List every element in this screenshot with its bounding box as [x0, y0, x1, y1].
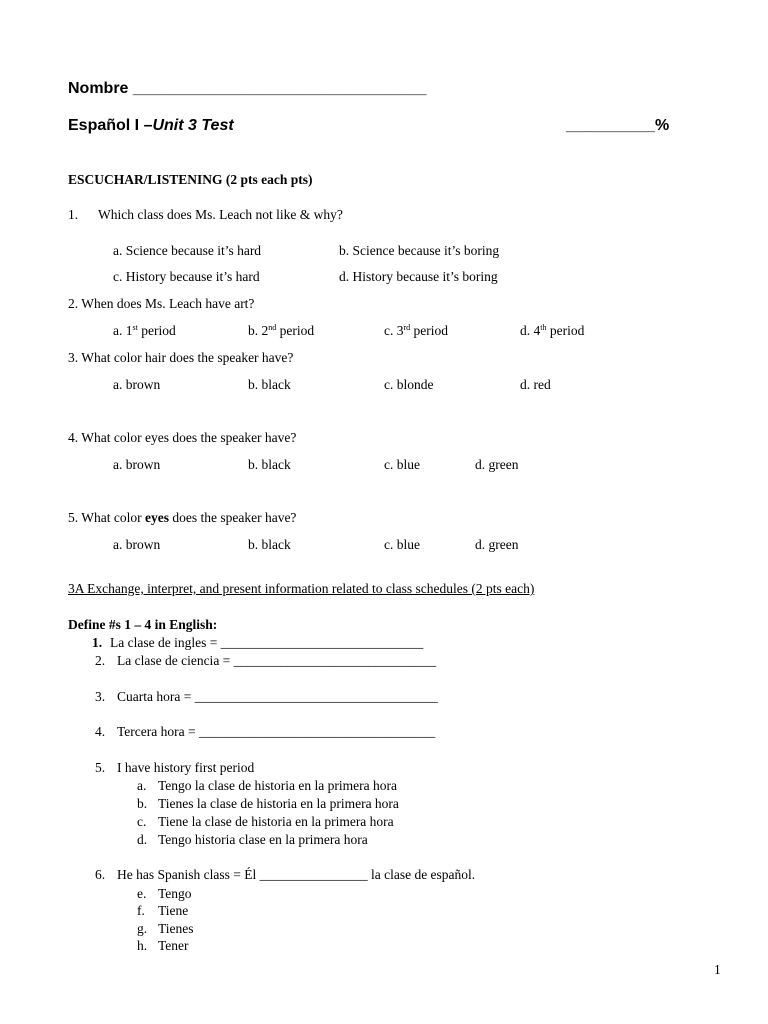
unit-test-label: Unit 3 Test — [152, 117, 234, 134]
listening-q5-option-a: a. brown — [113, 537, 161, 552]
define-item-1-text: La clase de ingles = ______________________________ — [110, 635, 424, 650]
course-label: Español I – — [68, 117, 153, 134]
name-blank: _________________________________ — [132, 80, 427, 97]
listening-q3-option-b: b. black — [248, 377, 291, 392]
define-item-4-number: 4. — [95, 724, 106, 739]
q6-option-e: Tengo — [158, 886, 192, 901]
q5-option-b: Tienes la clase de historia en la primera hora — [158, 796, 399, 811]
q5-number: 5. — [95, 760, 106, 775]
page-number: 1 — [714, 962, 721, 977]
define-item-1-number: 1. — [92, 635, 103, 650]
listening-q5-option-b: b. black — [248, 537, 291, 552]
q5-option-a-letter: a. — [137, 778, 147, 793]
listening-q2-text: 2. When does Ms. Leach have art? — [68, 296, 255, 311]
q6-option-f: Tiene — [158, 903, 189, 918]
listening-q3-text: 3. What color hair does the speaker have? — [68, 350, 294, 365]
q6-number: 6. — [95, 867, 106, 882]
score-line — [566, 117, 669, 135]
listening-q2-option-c: c. 3rd period — [384, 323, 449, 338]
q6-text: He has Spanish class = Él ________________ la clase de español. — [117, 867, 476, 882]
listening-q4-option-c: c. blue — [384, 457, 420, 472]
listening-q3-option-a: a. brown — [113, 377, 161, 392]
q6-option-e-letter: e. — [137, 886, 147, 901]
listening-q4-option-b: b. black — [248, 457, 291, 472]
percent-sign: % — [654, 117, 670, 134]
listening-q2-option-b: b. 2nd period — [248, 323, 315, 338]
define-item-2-number: 2. — [95, 653, 106, 668]
q5-option-c: Tiene la clase de historia en la primera hora — [158, 814, 394, 829]
define-item-3-text: Cuarta hora = ____________________________________ — [117, 689, 438, 704]
listening-q2-option-d: d. 4th period — [520, 323, 585, 338]
q5-option-b-letter: b. — [137, 796, 148, 811]
listening-q4-text: 4. What color eyes does the speaker have? — [68, 430, 297, 445]
listening-q3-option-c: c. blonde — [384, 377, 434, 392]
name-label: Nombre — [68, 80, 129, 97]
emphasis-eyes: eyes — [144, 510, 169, 525]
q6-option-g: Tienes — [158, 921, 194, 936]
listening-q1-text: Which class does Ms. Leach not like & why? — [98, 207, 343, 222]
define-item-3-number: 3. — [95, 689, 106, 704]
q6-option-f-letter: f. — [137, 903, 145, 918]
listening-q1-option-a: a. Science because it’s hard — [113, 243, 262, 258]
q5-option-a: Tengo la clase de historia en la primera hora — [158, 778, 397, 793]
listening-q4-option-a: a. brown — [113, 457, 161, 472]
q5-text: I have history first period — [117, 760, 255, 775]
section-3a-heading: 3A Exchange, interpret, and present information related to class schedules (2 pts each) — [68, 581, 535, 596]
listening-q1-number: 1. — [68, 207, 79, 222]
define-item-2-text: La clase de ciencia = ______________________________ — [117, 653, 437, 668]
test-title — [68, 117, 234, 135]
q5-option-d-letter: d. — [137, 832, 148, 847]
listening-q4-option-d: d. green — [475, 457, 519, 472]
listening-q3-option-d: d. red — [520, 377, 551, 392]
q5-option-d: Tengo historia clase en la primera hora — [158, 832, 368, 847]
listening-q1-option-b: b. Science because it’s boring — [339, 243, 500, 258]
score-blank: __________ — [566, 117, 655, 134]
listening-heading: ESCUCHAR/LISTENING (2 pts each pts) — [68, 172, 313, 187]
listening-q2-option-a: a. 1st period — [113, 323, 176, 338]
listening-q5-text: 5. What color eyes does the speaker have? — [68, 510, 297, 525]
q6-option-h-letter: h. — [137, 938, 148, 953]
define-item-4-text: Tercera hora = ___________________________________ — [117, 724, 436, 739]
listening-q5-option-c: c. blue — [384, 537, 420, 552]
define-heading: Define #s 1 – 4 in English: — [68, 617, 218, 632]
listening-q1-option-d: d. History because it’s boring — [339, 269, 498, 284]
q6-option-g-letter: g. — [137, 921, 148, 936]
q6-option-h: Tener — [158, 938, 189, 953]
q5-option-c-letter: c. — [137, 814, 147, 829]
listening-q1-option-c: c. History because it’s hard — [113, 269, 260, 284]
name-line — [68, 80, 427, 98]
listening-q5-option-d: d. green — [475, 537, 519, 552]
